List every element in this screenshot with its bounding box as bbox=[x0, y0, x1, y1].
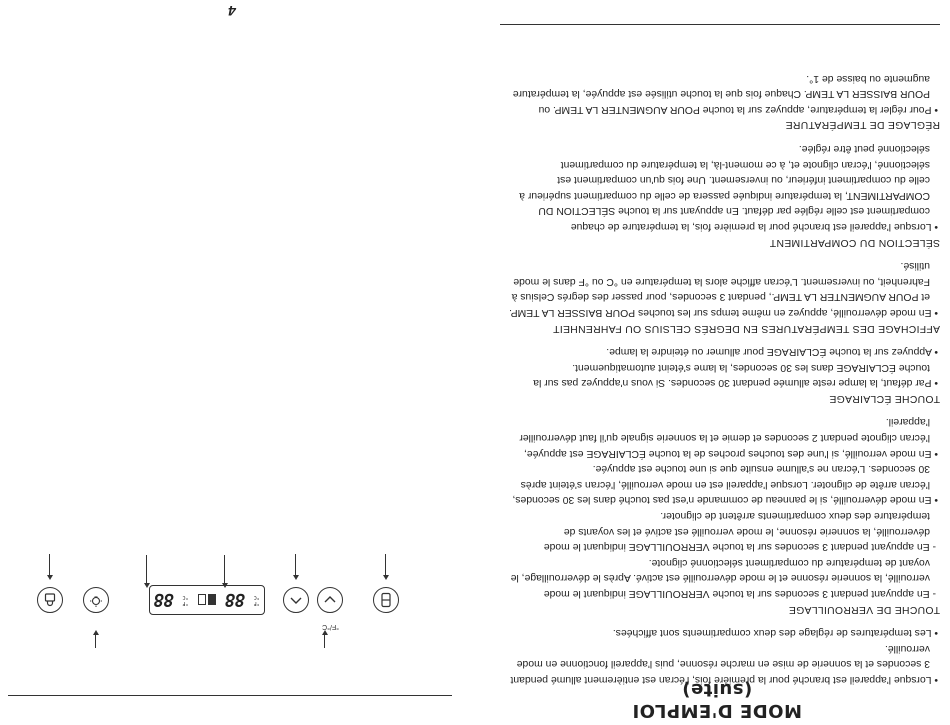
lower-compartment-indicator bbox=[208, 595, 216, 606]
paragraph: • Appuyez sur la touche ÉCLAIRAGE pour allumer ou éteindre la lampe. bbox=[606, 346, 938, 358]
paragraph: - En appuyant pendant 3 secondes sur la touche VERROUILLAGE indiquant le mode déverrouillé, la sonnerie résonne, le mode verrouillé est activé et les voyants de température des deux compartiments arrêtent de clignoter. bbox=[543, 510, 936, 553]
callout-line bbox=[385, 554, 386, 578]
section-heading: RÉGLAGE DE TEMPÉRATURE bbox=[785, 119, 940, 131]
callout-line bbox=[295, 554, 296, 578]
compartment-icon bbox=[378, 592, 394, 608]
body-text bbox=[508, 70, 940, 687]
section-heading: SÉLECTION DU COMPARTIMENT bbox=[769, 236, 940, 248]
temp-unit-label: °F/°C bbox=[322, 623, 339, 630]
chevron-down-icon bbox=[322, 592, 338, 608]
display-digits-left: 88 bbox=[154, 589, 174, 611]
temperature-display bbox=[149, 585, 265, 615]
title-divider bbox=[8, 695, 452, 696]
paragraph: • En mode déverrouillé, appuyez en même temps sur les touches POUR BAISSER LA TEMP. et POUR AUGMENTER LA TEMP., pendant 3 secondes, pour passer des degrés Celsius à Fahrenheit, ou inversement. L'écran affiche alors la température en °C ou °F dans le mode utilisé. bbox=[509, 260, 938, 318]
page-title: MODE D'EMPLOI (suite) bbox=[632, 679, 802, 721]
page-number: 4 bbox=[228, 3, 236, 19]
paragraph: - En appuyant pendant 3 secondes sur la touche VERROUILLAGE indiquant le mode verrouillé, la sonnerie résonne et le mode déverrouillé est activé. Après le déverrouillage, le voyant de température du compartiment sélectionné clignote. bbox=[510, 556, 936, 600]
callout-line bbox=[146, 555, 147, 586]
section-heading: TOUCHE DE VERROUILLAGE bbox=[788, 603, 940, 615]
callout-line bbox=[224, 555, 225, 586]
unit-indicator: °F °C bbox=[182, 594, 189, 606]
unit-indicator: °F °C bbox=[253, 594, 260, 606]
light-bulb-icon bbox=[88, 592, 104, 608]
temp-up-button[interactable] bbox=[283, 587, 309, 613]
temp-down-button[interactable] bbox=[317, 587, 343, 613]
lock-button[interactable] bbox=[37, 587, 63, 613]
callout-line bbox=[49, 554, 50, 578]
chevron-up-icon bbox=[288, 592, 304, 608]
display-digits-right: 88 bbox=[225, 589, 246, 611]
paragraph: • Lorsque l'appareil est branché pour la première fois, l'écran est entièrement allumé pendant 3 secondes et la sonnerie de mise en marche résonne, puis l'appareil fonctionne en mode verrouillé. bbox=[510, 642, 938, 685]
paragraph: • Pour régler la température, appuyez sur la touche POUR AUGMENTER LA TEMP. ou POUR BAISSER LA TEMP. Chaque fois que la touche utilisée est appuyée, la température augmente ou baisse de 1°. bbox=[512, 72, 938, 115]
paragraph: • En mode verrouillé, si l'une des touches proches de la touche ÉCLAIRAGE est appuyée, l'écran clignote pendant 2 secondes et demie et la sonnerie signale qu'il faut déverrouiller l'appareil. bbox=[519, 416, 938, 459]
section-heading: TOUCHE ÉCLAIRAGE bbox=[829, 392, 940, 404]
lock-icon bbox=[42, 592, 58, 608]
paragraph: • En mode déverrouillé, si le panneau de commande n'est pas touché dans les 30 secondes, l'écran arrête de clignoter. Lorsque l'appareil est en mode verrouillé, l'écran s'éteint après 30 secondes. L'écran ne s'allume ensuite que si une touche est appuyée. bbox=[512, 463, 938, 506]
section-heading: AFFICHAGE DES TEMPÉRATURES EN DEGRÉS CELSIUS OU FAHRENHEIT bbox=[552, 322, 940, 334]
callout-line bbox=[324, 632, 325, 648]
compartment-select-button[interactable] bbox=[373, 587, 399, 613]
control-panel-diagram bbox=[5, 530, 425, 640]
callout-line bbox=[95, 632, 96, 648]
paragraph: • Les températures de réglage des deux compartiments sont affichées. bbox=[612, 627, 938, 639]
paragraph: • Lorsque l'appareil est branché pour la première fois, la température de chaque compartiment est celle réglée par défaut. En appuyant sur la touche SÉLECTION DU COMPARTIMENT, la température indiquée passera de celle du compartiment supérieur à celle du compartiment inférieur, ou inversement. Une fois qu'un compartiment est sélectionné, l'écran clignote et, à ce moment-là, la température du compartiment sélectionné peut être réglée. bbox=[519, 143, 938, 232]
light-button[interactable] bbox=[83, 587, 109, 613]
upper-compartment-indicator bbox=[198, 595, 206, 606]
paragraph: • Par défaut, la lampe reste allumée pendant 30 secondes. Si vous n'appuyez pas sur la touche ÉCLAIRAGE dans les 30 secondes, la lame s'éteint automatiquement. bbox=[533, 361, 938, 389]
compartment-indicators bbox=[197, 591, 217, 610]
page-footer-rule bbox=[500, 24, 940, 25]
